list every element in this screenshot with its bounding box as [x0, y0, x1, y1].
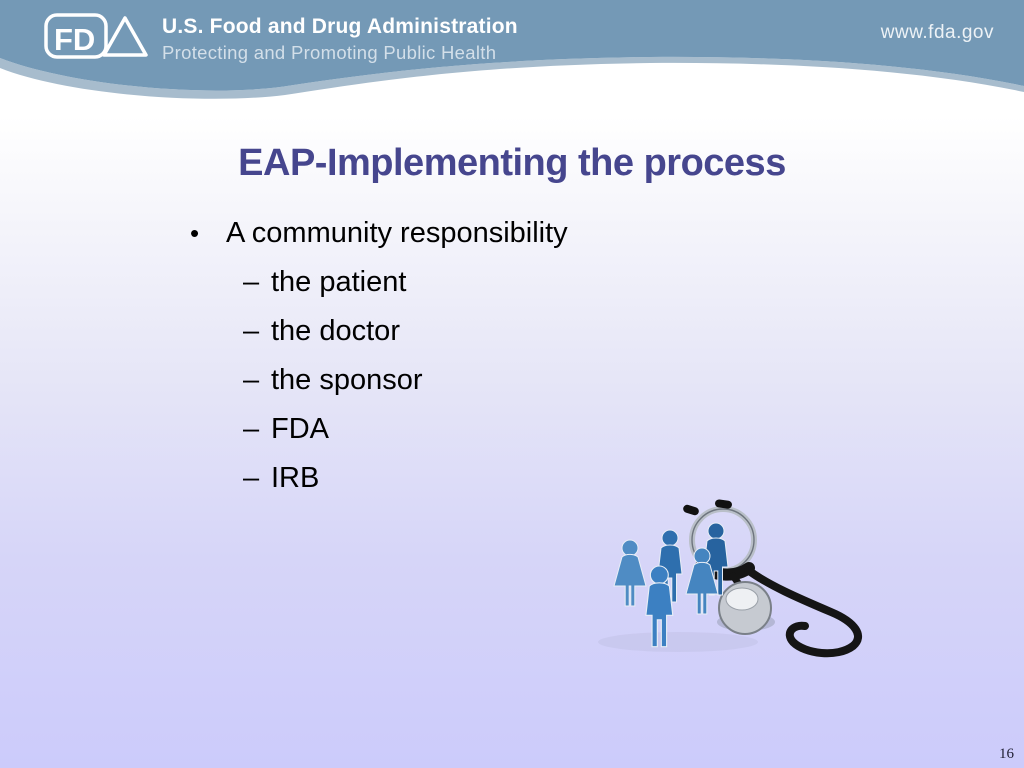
people-group-icon — [614, 523, 728, 647]
community-stethoscope-clipart — [583, 490, 885, 662]
fda-logo-fd-letters: FD — [54, 22, 96, 57]
dash-icon: – — [243, 413, 260, 445]
person-figure — [614, 540, 646, 606]
bullet-icon: • — [190, 218, 200, 248]
fda-logo — [44, 10, 148, 67]
list-item — [190, 356, 1024, 405]
sub-bullet-text: the doctor — [271, 315, 400, 347]
slide-content — [0, 116, 1024, 768]
website-url: www.fda.gov — [880, 22, 994, 43]
bullet-list — [0, 209, 1024, 503]
dash-icon: – — [243, 462, 260, 494]
list-item — [190, 258, 1024, 307]
sub-bullet-text: the patient — [271, 266, 407, 298]
list-item — [190, 405, 1024, 454]
bullet-text: A community responsibility — [226, 217, 568, 249]
fda-header-band — [0, 0, 1024, 116]
dash-icon: – — [243, 364, 260, 396]
ground-shadow — [598, 632, 758, 652]
org-name: U.S. Food and Drug Administration — [162, 15, 518, 38]
org-tagline: Protecting and Promoting Public Health — [162, 42, 497, 64]
page-number: 16 — [999, 746, 1014, 762]
dash-icon: – — [243, 266, 260, 298]
fda-logo-a-triangle — [104, 18, 146, 55]
list-item — [190, 209, 1024, 258]
dash-icon: – — [243, 315, 260, 347]
sub-bullet-text: the sponsor — [271, 364, 423, 396]
sub-bullet-text: FDA — [271, 413, 329, 445]
slide-title: EAP-Implementing the process — [238, 142, 786, 184]
list-item — [190, 307, 1024, 356]
earpiece-tip — [682, 504, 700, 517]
sub-bullet-text: IRB — [271, 462, 320, 494]
